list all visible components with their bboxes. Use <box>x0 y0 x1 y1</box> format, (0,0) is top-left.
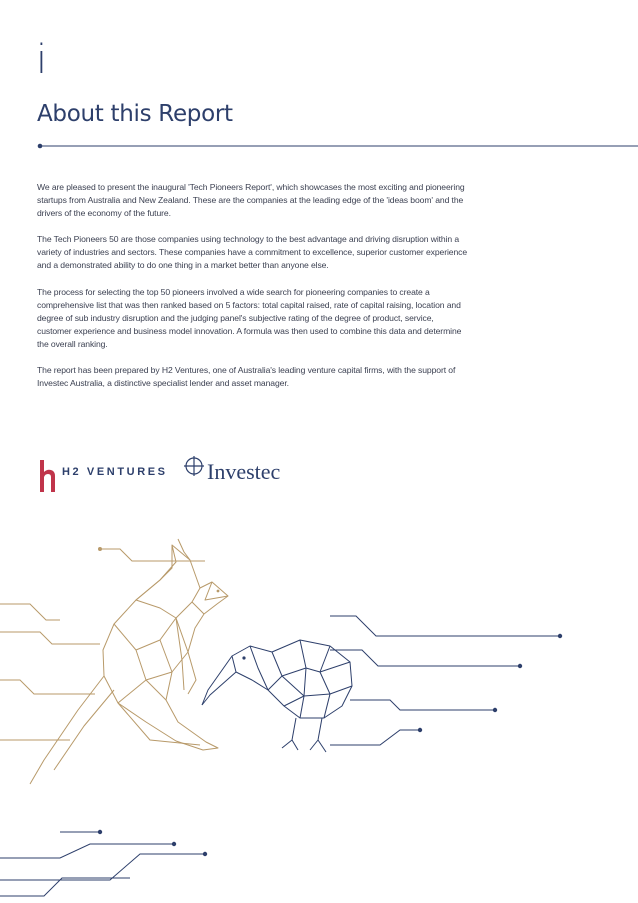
gold-circuit-lines <box>0 549 205 740</box>
kangaroo-icon <box>30 539 228 784</box>
kangaroo-kiwi-illustration <box>0 520 638 903</box>
h2-ventures-logo-icon <box>37 459 59 493</box>
paragraph-methodology: The process for selecting the top 50 pioneers involved a wide search for pioneering companies to create a comprehensive list that was then ranked based on 5 factors: total capital raised, rate of capital raising, location and degree of sub industry disruption and the judging panel's subjective rating of the degree of product, service, customer experience and business model innovation. A formula was then used to combine this data and determine the overall ranking. <box>37 286 462 349</box>
navy-circuit-lines <box>0 616 560 896</box>
report-body <box>37 181 469 403</box>
investec-logo-icon <box>183 455 205 477</box>
page-title: About this Report <box>37 101 233 127</box>
title-divider <box>0 0 638 160</box>
paragraph-definition: The Tech Pioneers 50 are those companies using technology to the best advantage and driving disruption within a variety of industries and sectors. These companies have a commitment to excellence, superior customer experience and a demonstrated ability to do one thing in a market better than anyone else. <box>37 234 467 271</box>
investec-wordmark: Investec <box>207 459 281 484</box>
kiwi-icon <box>202 640 352 752</box>
paragraph-preparers: The report has been prepared by H2 Ventures, one of Australia's leading venture capital firms, with the support of Investec Australia, a distinctive specialist lender and asset manager. <box>37 365 456 389</box>
paragraph-intro: We are pleased to present the inaugural 'Tech Pioneers Report', which showcases the most exciting and pioneering startups from Australia and New Zealand. These are the companies at the leading edge of the 'ideas boom' and the drivers of the economy of the future. <box>37 182 465 219</box>
section-numeral: i <box>36 37 48 83</box>
h2-ventures-wordmark: H2 VENTURES <box>62 466 168 478</box>
